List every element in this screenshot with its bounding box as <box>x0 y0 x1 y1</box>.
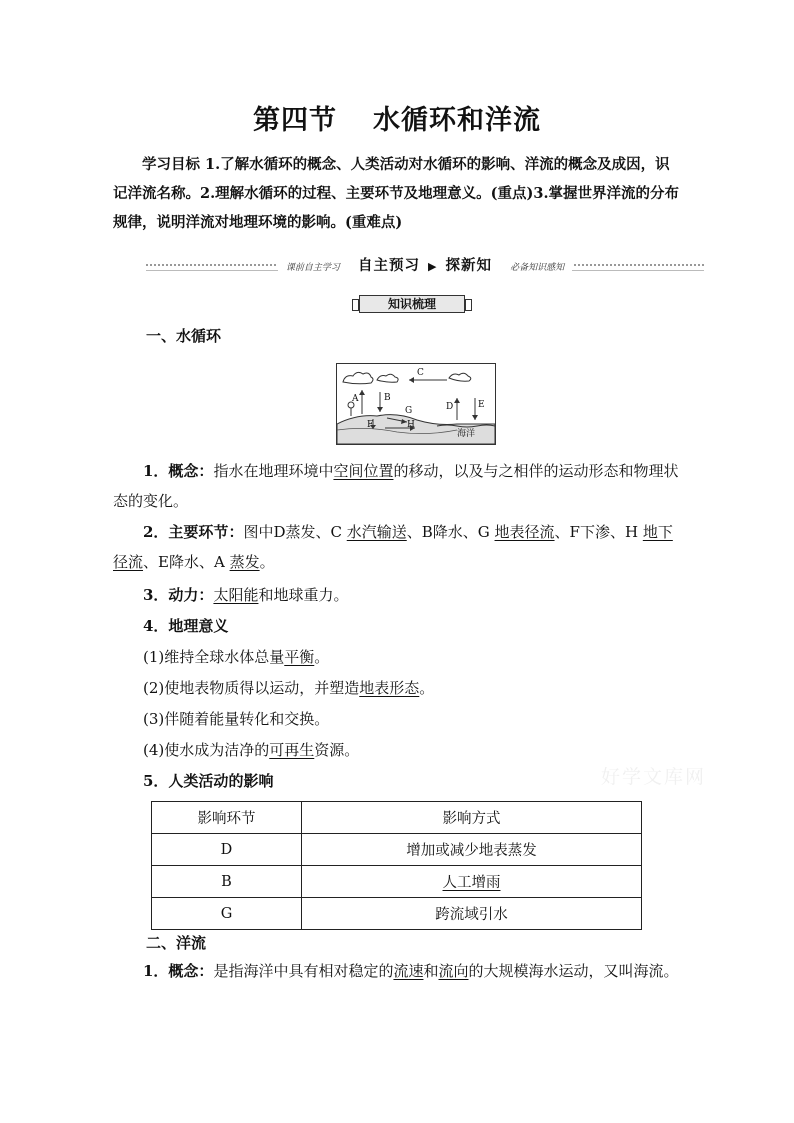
table-row <box>152 866 642 898</box>
significance-4: (4)使水成为洁净的可再生资源。 <box>143 741 360 759</box>
banner-center-a: 自主预习 <box>354 258 424 274</box>
banner-left: 课前自主学习 <box>282 263 344 273</box>
power-line: 3．动力：太阳能和地球重力。 <box>143 586 349 604</box>
section-banner: 课前自主学习 自主预习 ▶ 探新知 必备知识感知 <box>146 256 704 274</box>
table-cell: 跨流域引水 <box>302 898 642 930</box>
table-header-row <box>152 802 642 834</box>
page-title: 第四节 水循环和洋流 <box>253 105 541 136</box>
label-a: A <box>352 394 359 404</box>
ocean-concept-line: 1．概念：是指海洋中具有相对稳定的流速和流向的大规模海水运动，又叫海流。 <box>143 962 679 980</box>
table-cell: 人工增雨 <box>302 866 642 898</box>
table-row <box>152 834 642 866</box>
table-header-cell: 影响方式 <box>302 802 642 834</box>
label-e: E <box>478 400 485 410</box>
significance-heading: 4．地理意义 <box>143 617 229 635</box>
significance-1: (1)维持全球水体总量平衡。 <box>143 648 330 666</box>
learning-objectives: 学习目标 1.了解水循环的概念、人类活动对水循环的影响、洋流的概念及成因，识记洋流名称。2.理解水循环的过程、主要环节及地理意义。(重点)3.掌握世界洋流的分布规律，说明洋流对地理环境的影响。(重难点) <box>113 156 679 231</box>
label-d: D <box>446 402 454 412</box>
banner-right: 必备知识感知 <box>506 263 568 273</box>
concept-line: 1．概念：指水在地理环境中空间位置的移动，以及与之相伴的运动形态和物理状态的变化。 <box>113 462 679 510</box>
main-links-line: 2．主要环节：图中D蒸发、C 水汽输送、B降水、G 地表径流、F下渗、H 地下径流、E降水、A 蒸发。 <box>113 523 673 571</box>
banner-center-b: 探新知 <box>441 258 496 274</box>
label-sea: 海洋 <box>457 429 476 439</box>
table-cell: G <box>152 898 302 930</box>
knowledge-badge: 知识梳理 <box>359 295 465 313</box>
significance-2: (2)使地表物质得以运动，并塑造地表形态。 <box>143 679 435 697</box>
significance-3: (3)伴随着能量转化和交换。 <box>143 710 330 728</box>
table-cell: D <box>152 834 302 866</box>
table-row <box>152 898 642 930</box>
human-impact-heading: 5．人类活动的影响 <box>143 772 274 790</box>
watermark: 好学文库网 <box>601 766 707 788</box>
label-h: H <box>407 420 415 430</box>
table-cell: B <box>152 866 302 898</box>
table-header-cell: 影响环节 <box>152 802 302 834</box>
label-c: C <box>417 368 424 378</box>
water-cycle-diagram <box>336 363 496 445</box>
label-f: F <box>367 420 374 430</box>
label-g: G <box>405 406 413 416</box>
table-cell: 增加或减少地表蒸发 <box>302 834 642 866</box>
section-heading-water-cycle: 一、水循环 <box>146 327 222 345</box>
section-heading-ocean-currents: 二、洋流 <box>146 934 207 952</box>
impact-table <box>151 801 642 930</box>
label-b: B <box>384 393 391 403</box>
